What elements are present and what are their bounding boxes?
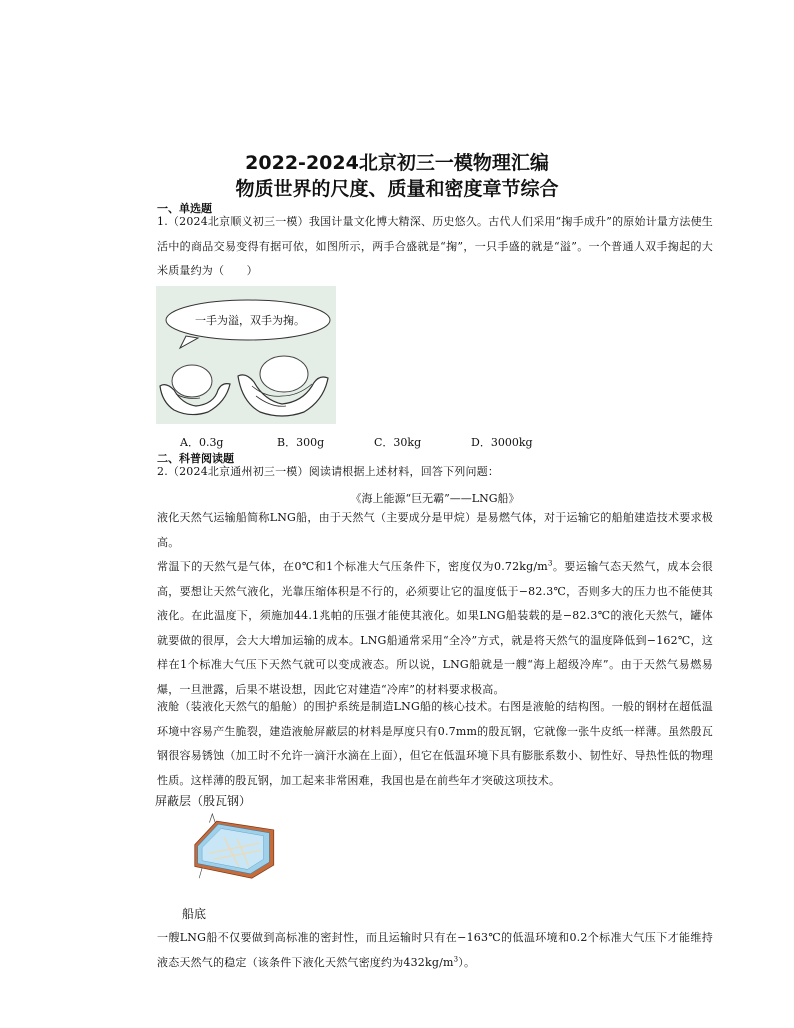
speech-bubble-text: 一手为溢，双手为掬。 [195,314,305,327]
question-2-text: 2.（2024北京通州初三一模）阅读请根据上述材料，回答下列问题： [157,465,500,478]
page-subtitle: 物质世界的尺度、质量和密度章节综合 [235,178,559,200]
lng-tank-structure-figure [175,808,295,906]
paragraph-3: 液舱（装液化天然气的船舱）的围护系统是制造LNG船的核心技术。右图是液舱的结构图。一般的钢材在超低温环境中容易产生脆裂，建造液舱屏蔽层的材料是厚度只有0.7mm的殷瓦钢，它就像一张牛皮纸一样薄。虽然殷瓦钢很容易锈蚀（加工时不允许一滴汗水滴在上面），但它在低温环境下具有膨胀系数小、韧性好、导热性低的物理性质。这样薄的殷瓦钢，加工起来非常困难，我国也是在前些年才突破这项技术。 [157,700,713,787]
article-title: 《海上能源“巨无霸”——LNG船》 [350,492,520,505]
figure-label-shield-layer: 屏蔽层（殷瓦钢） [155,794,252,808]
paragraph-2: 常温下的天然气是气体，在0℃和1个标准大气压条件下，密度仅为$0.72kg/m^3$。要运输气态天然气，成本会很高，要想让天然气液化，光靠压缩体积是不行的，必须要让它的温度低于−82.3℃，否则多大的压力也不能使其液化。在此温度下，须施加44.1兆帕的压强才能使其液化。如果LNG船装载的是−82.3℃的液化天然气，罐体就要做的很厚，会大大增加运输的成本。LNG船通常采用“全冷”方式，就是将天然气的温度降低到−162℃，这样在1个标准大气压下天然气就可以变成液态。所以说，LNG船就是一艘“海上超级冷库”。由于天然气易燃易爆，一旦泄露，后果不堪设想，因此它对建造“冷库”的材料要求极高。 [157,559,713,696]
option-a: A．0.3g [180,436,224,449]
question-1-options [180,434,568,450]
page-title: 2022-2024北京初三一模物理汇编 [245,152,549,174]
paragraph-4: 一艘LNG船不仅要做到高标准的密封性，而且运输时只有在−163℃的低温环境和0.2个标准大气压下才能维持液态天然气的稳定（该条件下液化天然气密度约为$432kg/m^3$）。 [157,931,713,969]
figure-label-ship-bottom: 船底 [182,907,207,921]
section-heading-reading: 二、科普阅读题 [157,452,234,465]
option-b: B．300g [277,436,325,449]
hands-illustration [156,286,336,424]
paragraph-1: 液化天然气运输船简称LNG船，由于天然气（主要成分是甲烷）是易燃气体，对于运输它的船舶建造技术要求极高。 [157,511,713,549]
option-d: D．3000kg [471,436,533,449]
question-1-text: 1.（2024北京顺义初三一模）我国计量文化博大精深、历史悠久。古代人们采用“掬手成升”的原始计量方法使生活中的商品交易变得有据可依，如图所示，两手合盛就是“掬”，一只手盛的就是“溢”。一个普通人双手掬起的大米质量约为（ ） [157,215,713,277]
hands-rice-figure [156,286,336,424]
section-heading-single-choice: 一、单选题 [157,202,212,215]
option-c: C．30kg [374,436,422,449]
